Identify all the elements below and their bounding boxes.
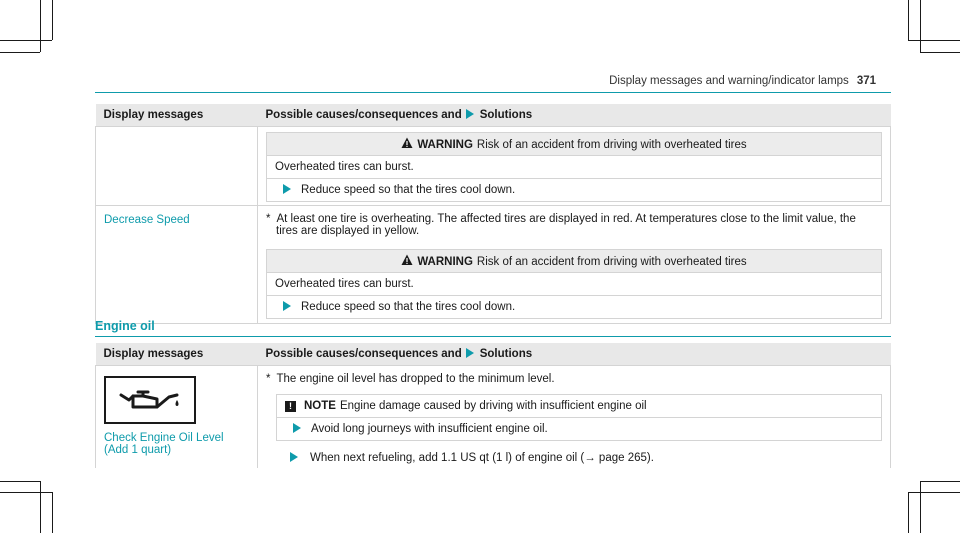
crop-mark: [920, 481, 921, 533]
crop-mark: [0, 40, 52, 41]
col-causes-solutions: Possible causes/consequences and Solutions: [258, 104, 891, 127]
crop-mark: [52, 492, 53, 533]
solutions-arrow-icon: [466, 348, 474, 358]
header-rule: [95, 92, 891, 93]
warning-header: [267, 133, 881, 155]
warning-text: Risk of an accident from driving with overheated tires: [476, 256, 747, 268]
cause-text: * The engine oil level has dropped to the minimum level.: [266, 373, 555, 385]
warning-triangle-icon: [401, 254, 413, 266]
page-number: 371: [856, 75, 876, 87]
page-header: [609, 75, 876, 87]
warning-label: WARNING: [417, 256, 473, 268]
crop-mark: [52, 0, 53, 40]
crop-mark: [908, 492, 909, 533]
exclamation-icon: !: [285, 401, 296, 412]
solutions-arrow-icon: [466, 109, 474, 119]
oil-can-icon: [104, 376, 196, 424]
solution-step: When next refueling, add 1.1 US qt (1 l) of engine oil (→ page 265).: [286, 452, 882, 464]
crop-mark: [908, 0, 909, 40]
crop-mark: [0, 52, 40, 53]
engine-oil-table: [95, 343, 891, 468]
crop-mark: [40, 0, 41, 52]
warning-box: [266, 132, 882, 202]
crop-mark: [920, 52, 960, 53]
warning-label: WARNING: [417, 139, 473, 151]
message-add-quart: (Add 1 quart): [104, 444, 172, 456]
note-label: NOTE: [304, 400, 336, 412]
table-header-row: [96, 104, 891, 127]
col-causes-solutions: Possible causes/consequences and Solutions: [258, 343, 891, 366]
col-display-messages: Display messages: [96, 343, 258, 366]
table-row: [96, 366, 891, 469]
crop-mark: [920, 481, 960, 482]
warning-header: [267, 250, 881, 272]
crop-mark: [40, 481, 41, 533]
warning-step: Reduce speed so that the tires cool down.: [267, 178, 881, 201]
tire-messages-table: [95, 104, 891, 324]
crop-mark: [908, 40, 960, 41]
crop-mark: [908, 492, 960, 493]
cause-text: * At least one tire is overheating. The affected tires are displayed in red. At temperatures close to the limit value, the tires are displayed in yellow.: [266, 213, 856, 237]
warning-body: Overheated tires can burst.: [267, 272, 881, 295]
crop-mark: [0, 481, 40, 482]
table-row: [96, 206, 891, 324]
crop-mark: [0, 492, 52, 493]
message-cell: [96, 366, 258, 469]
section-title-engine-oil: Engine oil: [95, 319, 155, 333]
header-title: Display messages and warning/indicator lamps: [609, 75, 849, 87]
table-row: [96, 127, 891, 206]
step-arrow-icon: [293, 423, 301, 433]
solution-arrow-icon: [290, 452, 298, 462]
warning-box: [266, 249, 882, 319]
note-text: Engine damage caused by driving with insufficient engine oil: [339, 400, 647, 412]
note-header: [277, 395, 881, 417]
crop-mark: [920, 0, 921, 52]
step-arrow-icon: [283, 301, 291, 311]
cause-cell: [258, 206, 891, 324]
cause-cell: [258, 366, 891, 469]
step-arrow-icon: [283, 184, 291, 194]
oil-can-icon-svg: [119, 387, 181, 413]
message-cell: [96, 127, 258, 206]
warning-text: Risk of an accident from driving with overheated tires: [476, 139, 747, 151]
warning-body: Overheated tires can burst.: [267, 155, 881, 178]
col-display-messages: Display messages: [96, 104, 258, 127]
warning-step: Reduce speed so that the tires cool down.: [267, 295, 881, 318]
message-check-engine-oil: Check Engine Oil Level: [104, 432, 224, 444]
table-header-row: [96, 343, 891, 366]
message-decrease-speed: Decrease Speed: [96, 206, 258, 324]
note-box: [276, 394, 882, 441]
section-rule: [95, 336, 891, 337]
warning-triangle-icon: [401, 137, 413, 149]
cause-cell: [258, 127, 891, 206]
note-step: Avoid long journeys with insufficient engine oil.: [277, 417, 881, 440]
